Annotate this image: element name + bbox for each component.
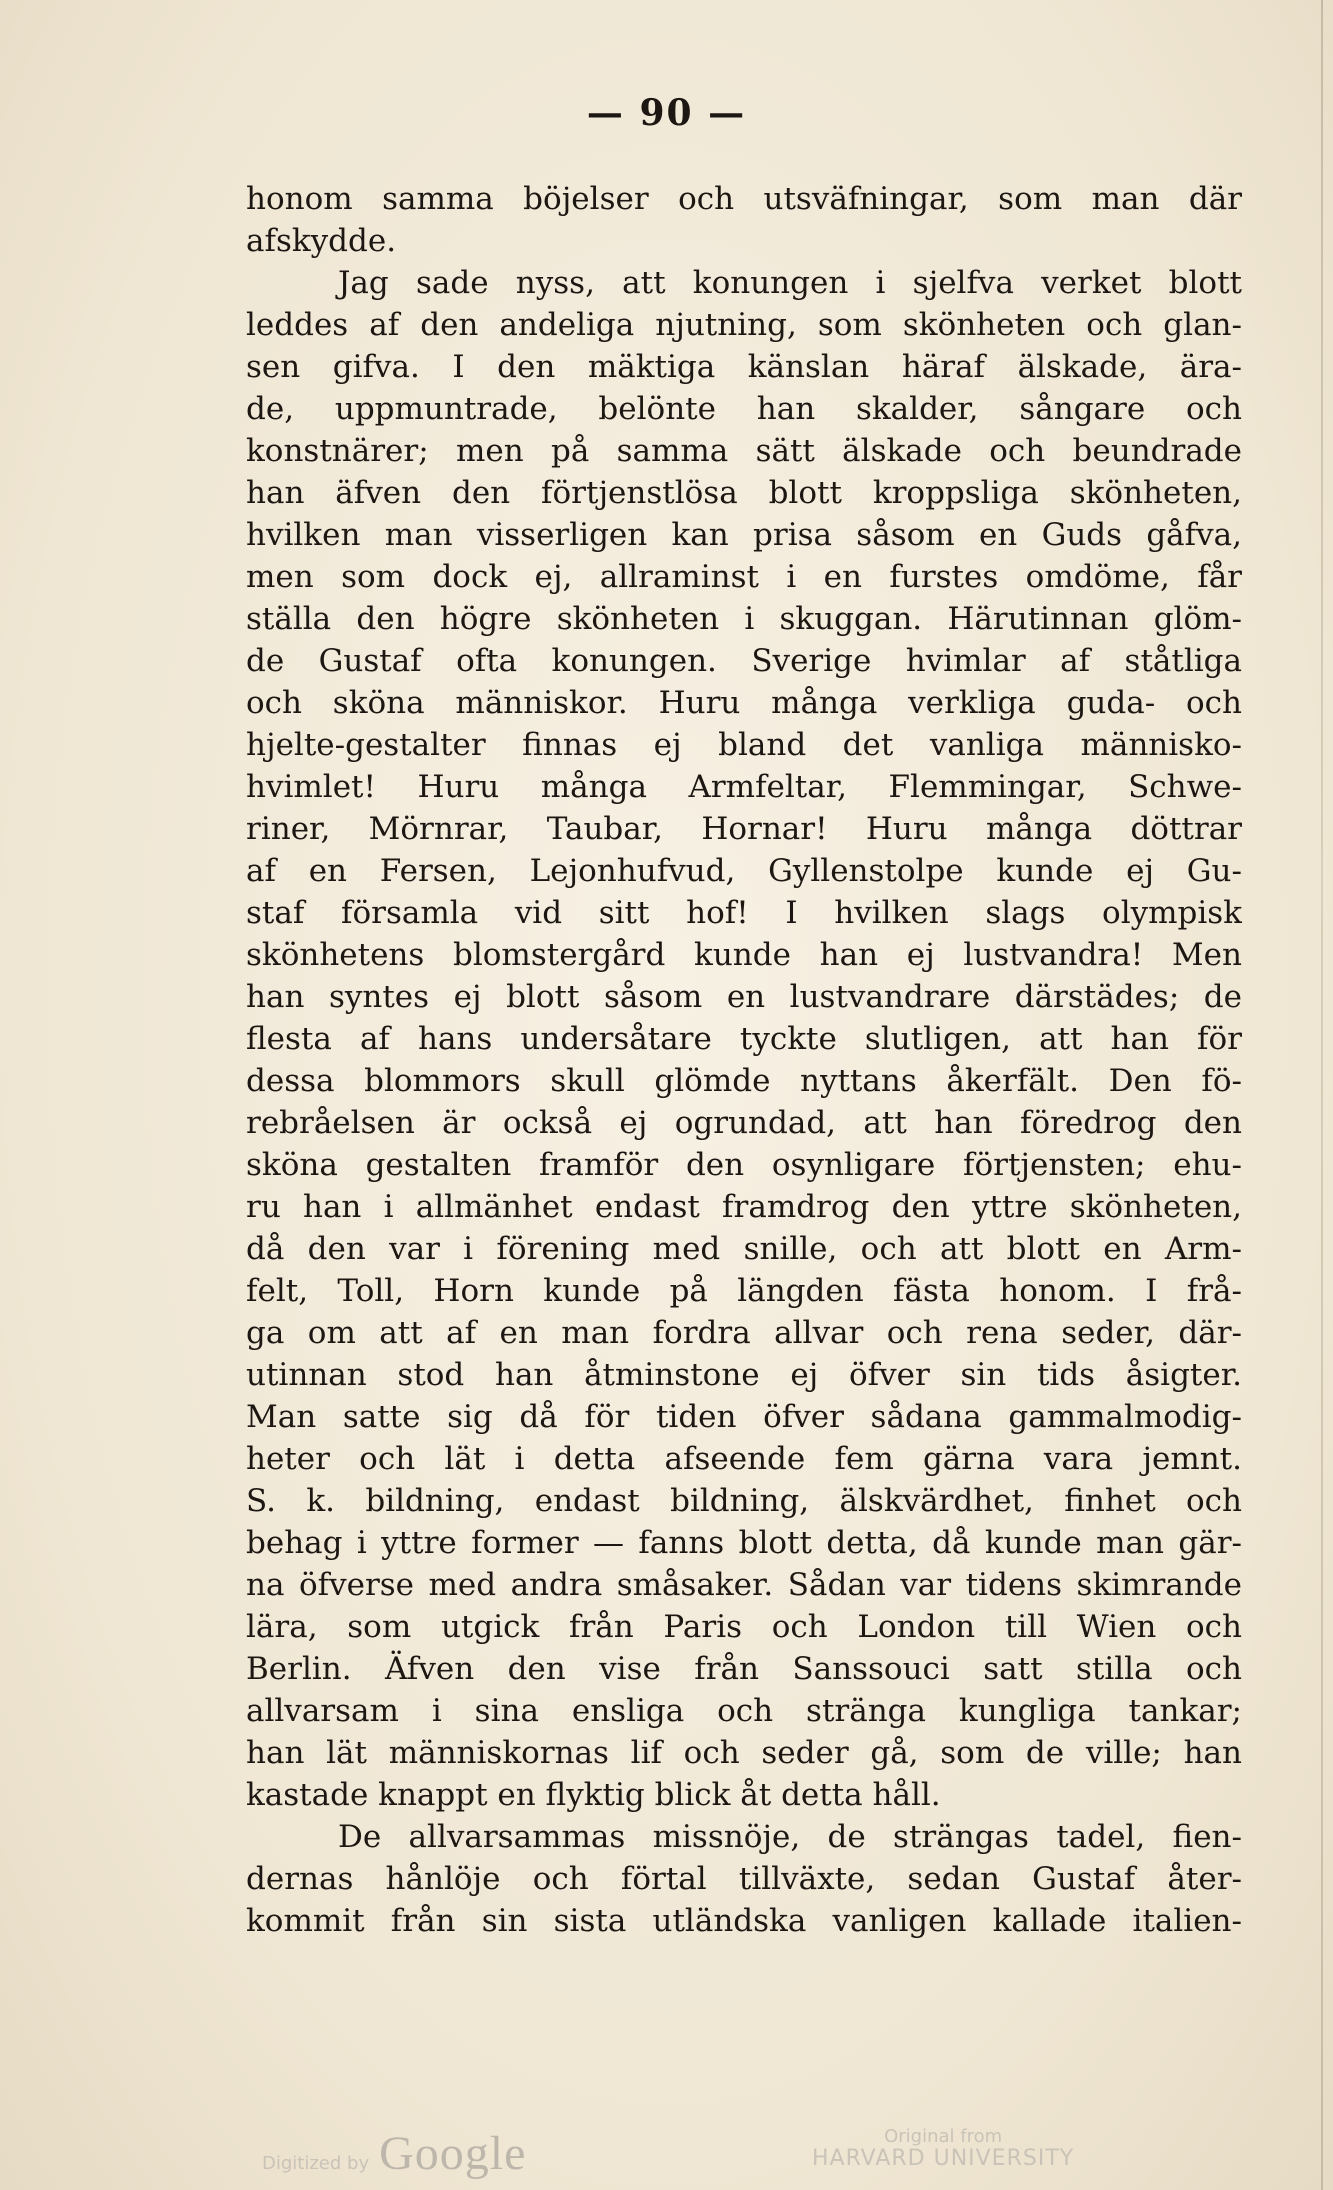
text-line: flesta af hans undersåtare tyckte slutligen, att han för [246,1021,1242,1057]
text-line: leddes af den andeliga njutning, som skönheten och glan- [246,307,1242,343]
text-line: han syntes ej blott såsom en lustvandrare därstädes; de [246,979,1242,1015]
text-line: skönhetens blomstergård kunde han ej lustvandra! Men [246,937,1242,973]
text-line: lära, som utgick från Paris och London till Wien och [246,1609,1242,1645]
text-line: honom samma böjelser och utsväfningar, som man där [246,181,1242,217]
text-line: han lät människornas lif och seder gå, som de ville; han [246,1735,1242,1771]
text-line: Jag sade nyss, att konungen i sjelfva verket blott [338,265,1242,301]
text-line: utinnan stod han åtminstone ej öfver sin tids åsigter. [246,1357,1242,1393]
text-line: kastade knappt en flyktig blick åt detta håll. [246,1777,941,1813]
text-line: och sköna människor. Huru många verkliga guda- och [246,685,1242,721]
digitized-by-watermark [262,2126,526,2181]
text-line: afskydde. [246,223,397,259]
original-from-watermark [812,2126,1074,2170]
page-number: — 90 — [586,92,747,134]
text-line: Man satte sig då för tiden öfver sådana gammalmodig- [246,1399,1242,1435]
text-line: behag i yttre former — fanns blott detta, då kunde man gär- [246,1525,1242,1561]
text-line: hjelte-gestalter finnas ej bland det vanliga människo- [246,727,1242,763]
text-line: kommit från sin sista utländska vanligen kallade italien- [246,1903,1242,1939]
text-line: han äfven den förtjenstlösa blott kroppsliga skönheten, [246,475,1242,511]
text-line: sen gifva. I den mäktiga känslan häraf älskade, ära- [246,349,1242,385]
text-line: na öfverse med andra småsaker. Sådan var tidens skimrande [246,1567,1242,1603]
text-line: Berlin. Äfven den vise från Sanssouci satt stilla och [246,1651,1242,1687]
text-line: rebråelsen är också ej ogrundad, att han föredrog den [246,1105,1242,1141]
text-line: ru han i allmänhet endast framdrog den yttre skönheten, [246,1189,1242,1225]
body-text [246,178,1242,1942]
harvard-university-label: HARVARD UNIVERSITY [812,2146,1075,2171]
google-logo: Google [379,2127,527,2180]
text-line: S. k. bildning, endast bildning, älskvärdhet, finhet och [246,1483,1242,1519]
text-line: heter och lät i detta afseende fem gärna vara jemnt. [246,1441,1242,1477]
text-line: ga om att af en man fordra allvar och rena seder, där- [246,1315,1242,1351]
text-line: de Gustaf ofta konungen. Sverige hvimlar af ståtliga [246,643,1242,679]
text-line: riner, Mörnrar, Taubar, Hornar! Huru många döttrar [246,811,1242,847]
text-line: hvimlet! Huru många Armfeltar, Flemmingar, Schwe- [246,769,1242,805]
text-line: hvilken man visserligen kan prisa såsom en Guds gåfva, [246,517,1242,553]
digitized-by-label: Digitized by [262,2153,370,2174]
text-line: ställa den högre skönheten i skuggan. Härutinnan glöm- [246,601,1242,637]
text-line: men som dock ej, allraminst i en furstes omdöme, får [246,559,1242,595]
text-line: dernas hånlöje och förtal tillväxte, sedan Gustaf åter- [246,1861,1242,1897]
text-line: af en Fersen, Lejonhufvud, Gyllenstolpe kunde ej Gu- [246,853,1242,889]
text-line: konstnärer; men på samma sätt älskade och beundrade [246,433,1242,469]
text-line: felt, Toll, Horn kunde på längden fästa honom. I frå- [246,1273,1242,1309]
text-line: då den var i förening med snille, och att blott en Arm- [246,1231,1242,1267]
text-line: staf församla vid sitt hof! I hvilken slags olympisk [246,895,1242,931]
text-line: allvarsam i sina ensliga och stränga kungliga tankar; [246,1693,1242,1729]
text-line: sköna gestalten framför den osynligare förtjensten; ehu- [246,1147,1242,1183]
text-line: dessa blommors skull glömde nyttans åkerfält. Den fö- [246,1063,1242,1099]
text-line: de, uppmuntrade, belönte han skalder, sångare och [246,391,1242,427]
text-line: De allvarsammas missnöje, de strängas tadel, fien- [338,1819,1242,1855]
page-edge-line [1321,0,1323,2190]
original-from-label: Original from [884,2126,1003,2147]
